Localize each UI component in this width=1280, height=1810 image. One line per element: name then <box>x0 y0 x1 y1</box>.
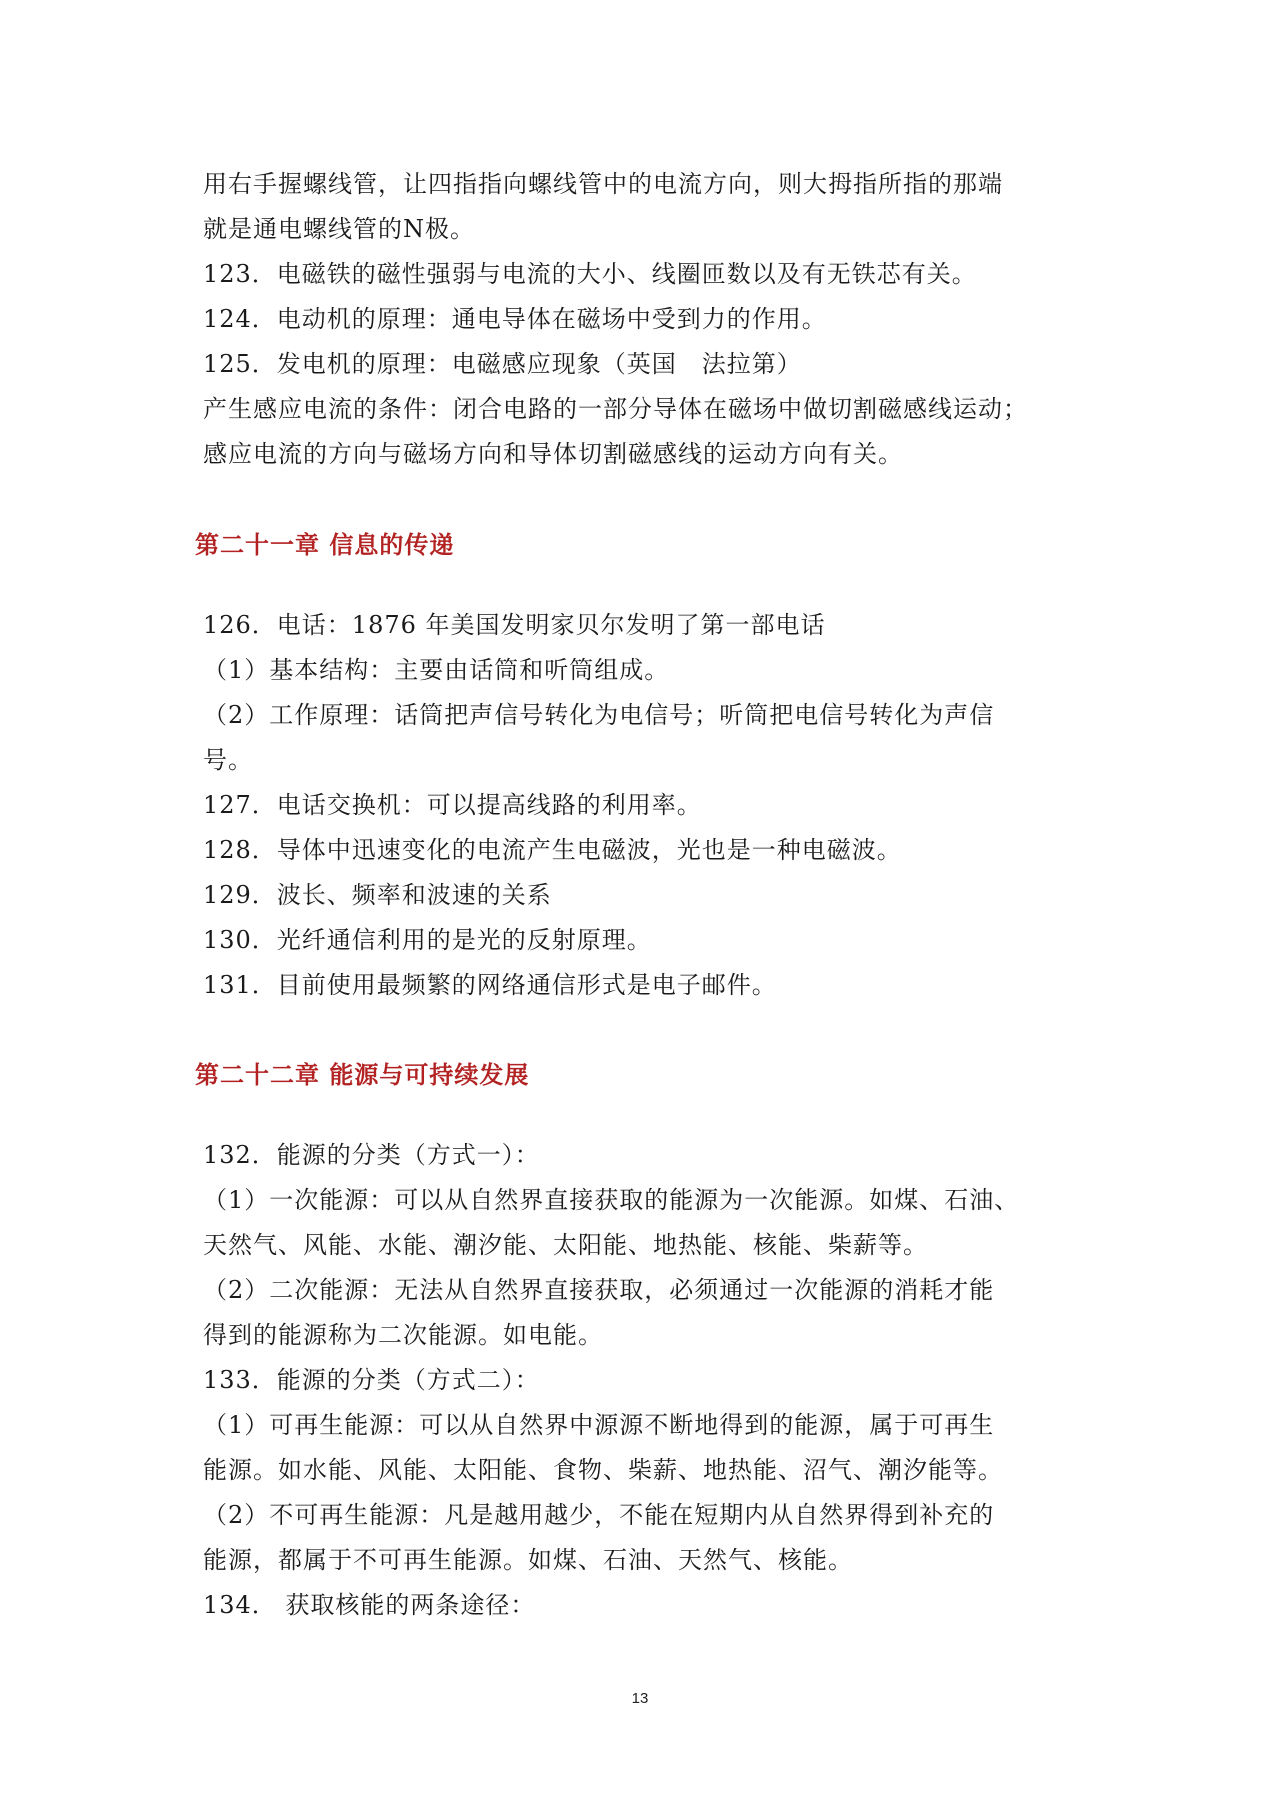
chapter-21-section <box>203 603 1103 1008</box>
text-line: 就是通电螺线管的N极。 <box>203 215 475 243</box>
text-line: 天然气、风能、水能、潮汐能、太阳能、地热能、核能、柴薪等。 <box>203 1231 928 1259</box>
text-line: 能源。如水能、风能、太阳能、食物、柴薪、地热能、沼气、潮汐能等。 <box>203 1456 1003 1484</box>
chapter-22-section <box>203 1133 1103 1628</box>
text-line: 125．发电机的原理：电磁感应现象（英国 法拉第） <box>203 350 802 378</box>
text-line: 得到的能源称为二次能源。如电能。 <box>203 1321 603 1349</box>
chapter-21-heading: 第二十一章 信息的传递 <box>195 530 455 559</box>
text-line: 131．目前使用最频繁的网络通信形式是电子邮件。 <box>203 971 777 999</box>
text-line: 能源，都属于不可再生能源。如煤、石油、天然气、核能。 <box>203 1546 853 1574</box>
text-line: 129．波长、频率和波速的关系 <box>203 881 552 909</box>
text-line: 感应电流的方向与磁场方向和导体切割磁感线的运动方向有关。 <box>203 440 903 468</box>
text-line: （2）二次能源：无法从自然界直接获取，必须通过一次能源的消耗才能 <box>203 1276 995 1304</box>
text-line: 128．导体中迅速变化的电流产生电磁波，光也是一种电磁波。 <box>203 836 902 864</box>
chapter-22-heading: 第二十二章 能源与可持续发展 <box>195 1060 530 1089</box>
text-line: 124．电动机的原理：通电导体在磁场中受到力的作用。 <box>203 305 827 333</box>
text-line: 123．电磁铁的磁性强弱与电流的大小、线圈匝数以及有无铁芯有关。 <box>203 260 977 288</box>
text-line: 号。 <box>203 746 253 774</box>
text-line: （2）不可再生能源：凡是越用越少，不能在短期内从自然界得到补充的 <box>203 1501 995 1529</box>
text-line: （1）一次能源：可以从自然界直接获取的能源为一次能源。如煤、石油、 <box>203 1186 1020 1214</box>
text-line: 132．能源的分类（方式一）： <box>203 1141 540 1169</box>
text-line: 126．电话：1876 年美国发明家贝尔发明了第一部电话 <box>203 611 826 639</box>
intro-section <box>203 162 1103 477</box>
text-line: （1）可再生能源：可以从自然界中源源不断地得到的能源，属于可再生 <box>203 1411 995 1439</box>
text-line: 127．电话交换机：可以提高线路的利用率。 <box>203 791 702 819</box>
text-line: 产生感应电流的条件：闭合电路的一部分导体在磁场中做切割磁感线运动； <box>203 395 1028 423</box>
text-line: （1）基本结构：主要由话筒和听筒组成。 <box>203 656 670 684</box>
text-line: 130．光纤通信利用的是光的反射原理。 <box>203 926 652 954</box>
text-line: （2）工作原理：话筒把声信号转化为电信号；听筒把电信号转化为声信 <box>203 701 995 729</box>
text-line: 133．能源的分类（方式二）： <box>203 1366 540 1394</box>
text-line: 134． 获取核能的两条途径： <box>203 1591 536 1619</box>
page-number: 13 <box>631 1690 649 1707</box>
text-line: 用右手握螺线管，让四指指向螺线管中的电流方向，则大拇指所指的那端 <box>203 170 1003 198</box>
